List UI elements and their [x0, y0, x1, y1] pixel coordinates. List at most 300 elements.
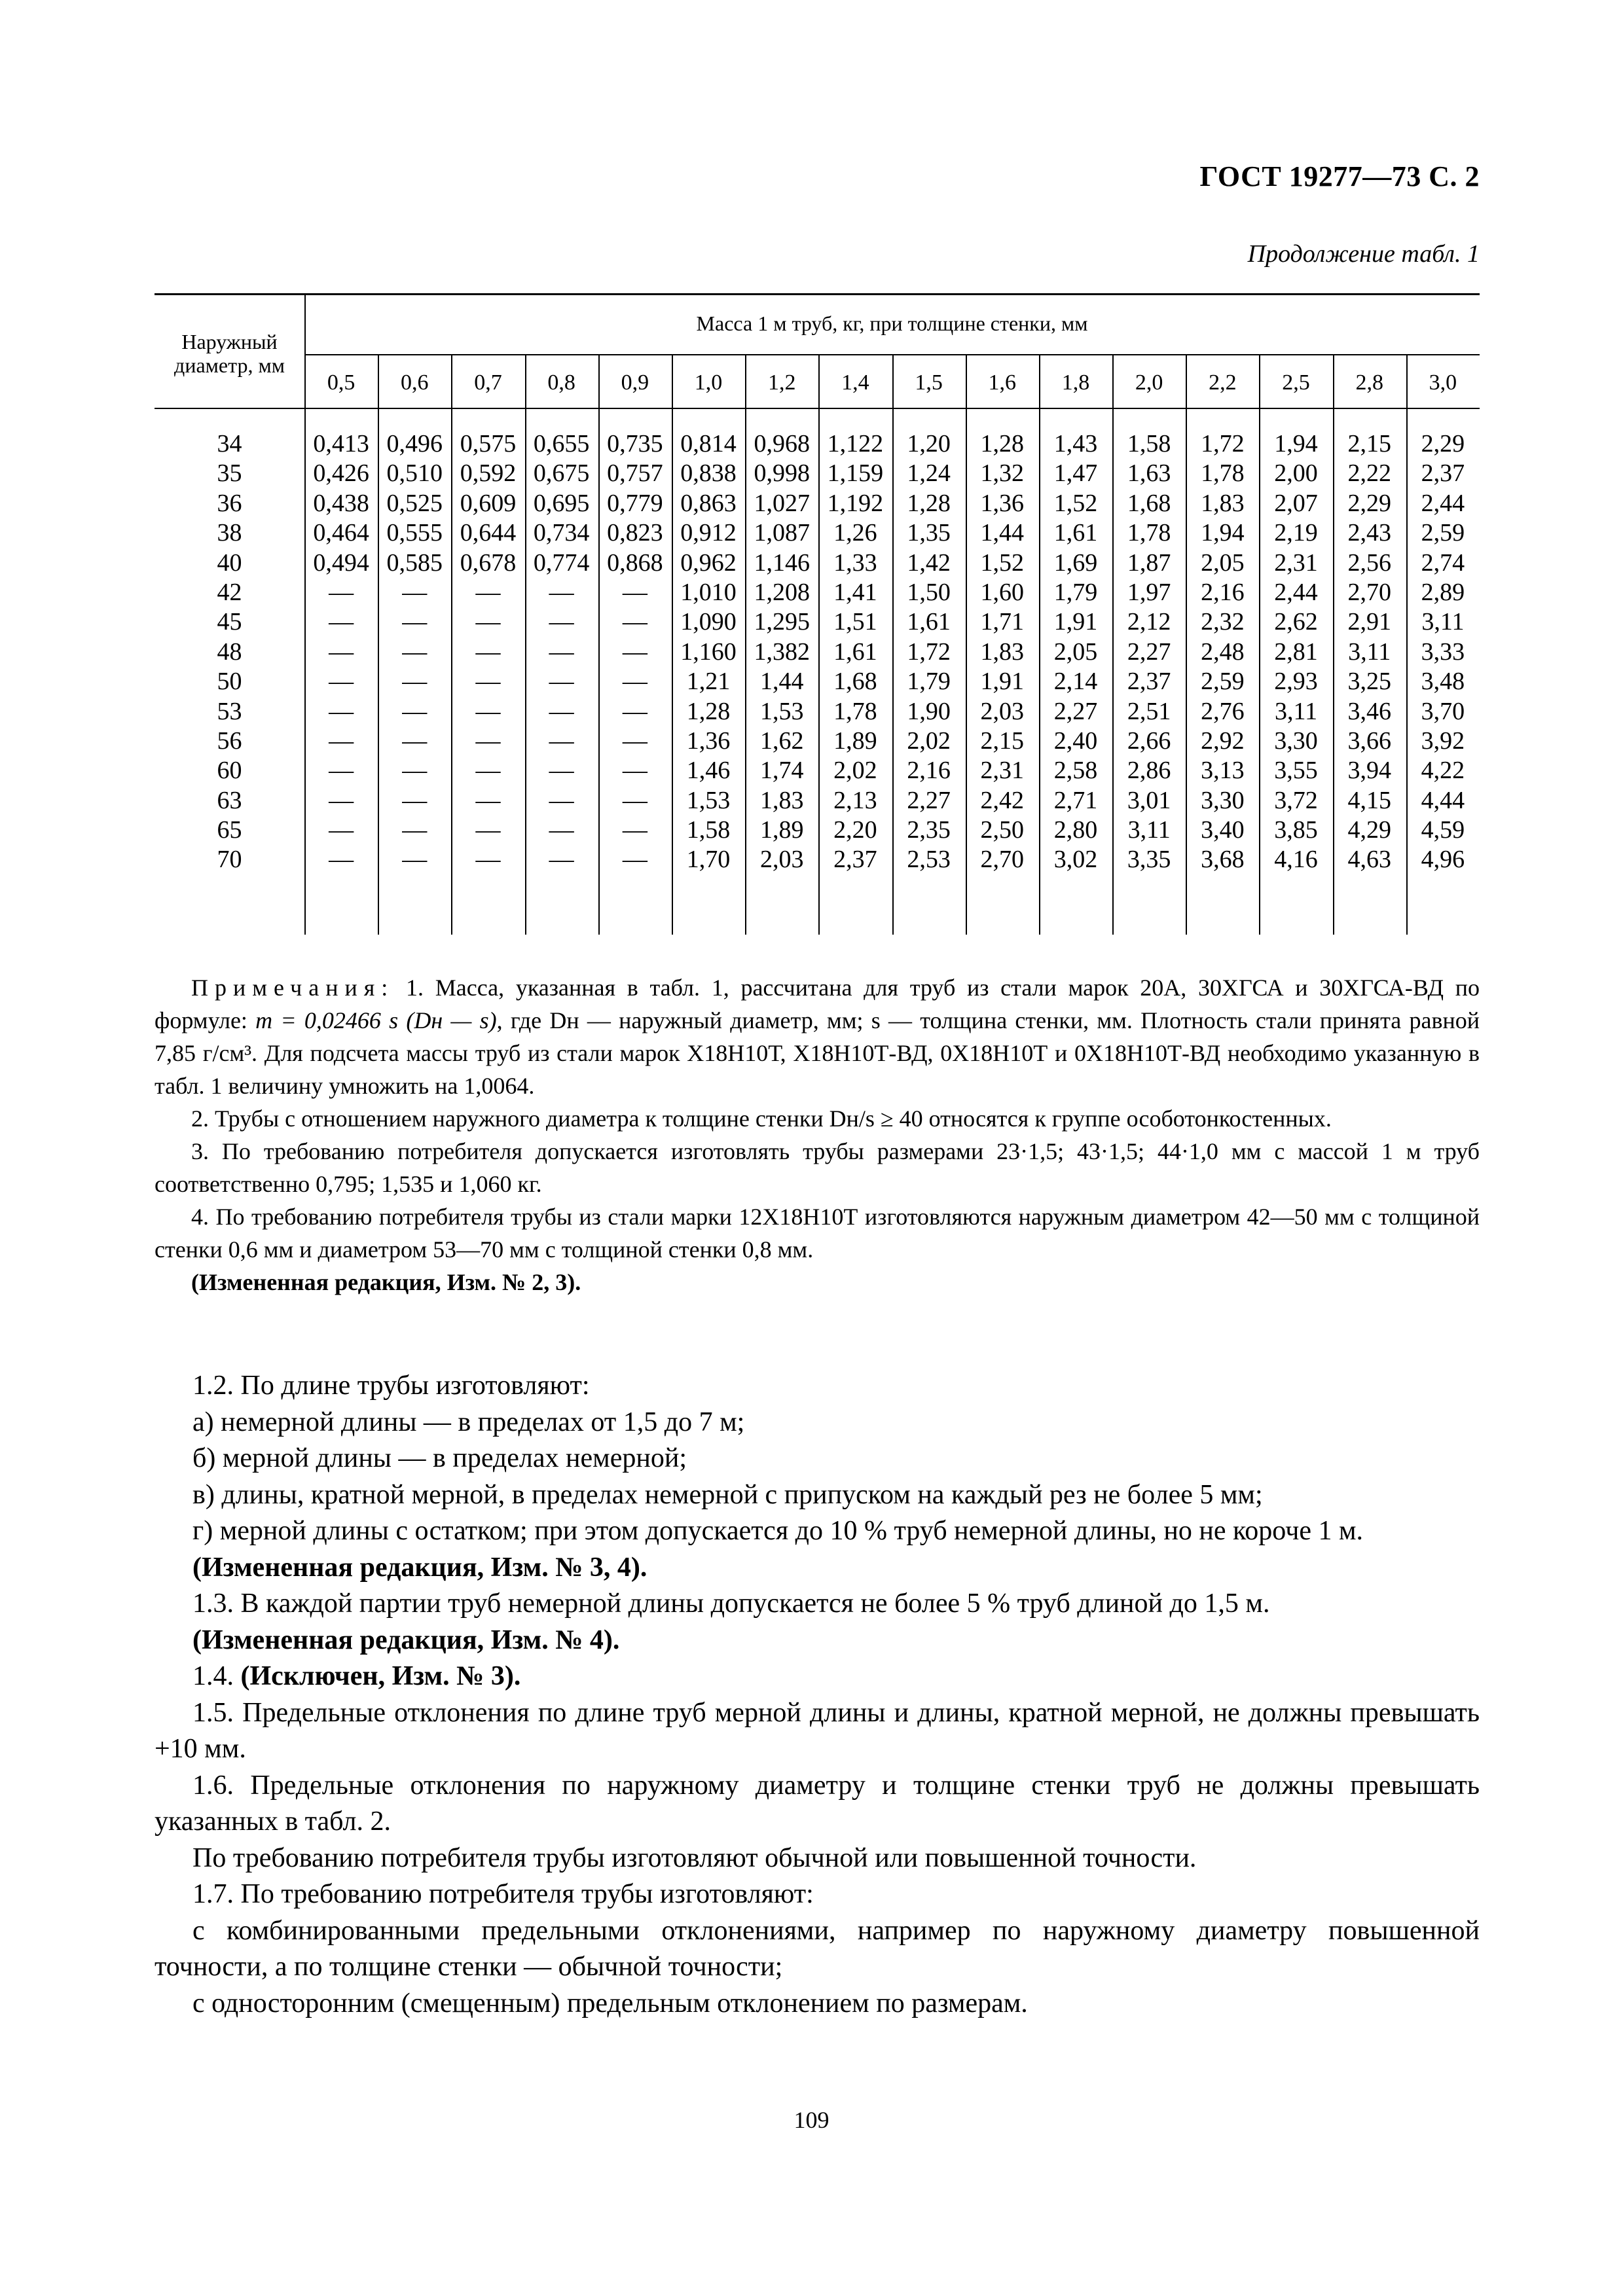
mass-cell: 2,53 [907, 846, 951, 874]
thickness-header: 1,8 [1061, 370, 1090, 395]
mass-cell: 1,78 [833, 697, 877, 725]
mass-cell: 2,40 [1053, 726, 1098, 755]
mass-cell: 0,695 [533, 489, 590, 517]
mass-cell: 2,56 [1347, 548, 1391, 577]
mass-column [1039, 429, 1112, 875]
mass-cell: 1,122 [827, 430, 884, 457]
mass-cell: 0,678 [460, 548, 517, 577]
table-caption: Продолжение табл. 1 [1247, 240, 1480, 268]
mass-column [672, 429, 745, 875]
note-2: 2. Трубы с отношением наружного диаметра к толщине стенки Dн/s ≥ 40 относятся к группе особотонкостенных. [191, 1105, 1332, 1132]
mass-cell: 0,426 [313, 459, 369, 488]
mass-cell: — [549, 578, 574, 606]
diameter-cell: 70 [217, 846, 242, 874]
thickness-header: 0,6 [401, 370, 429, 395]
mass-cell: 2,29 [1421, 430, 1465, 457]
mass-cell: 4,16 [1274, 846, 1318, 874]
mass-cell: 1,36 [980, 489, 1025, 517]
diameter-header-line1: Наружный [181, 330, 278, 353]
mass-cell: 3,40 [1201, 816, 1245, 844]
mass-cell: 1,91 [1053, 608, 1098, 636]
mass-cell: — [329, 786, 354, 814]
diameter-cell: 65 [217, 816, 242, 844]
mass-cell: 0,757 [607, 459, 663, 488]
mass-cell: 2,16 [1201, 578, 1245, 606]
mass-cell: 1,192 [827, 489, 884, 517]
mass-cell: 1,208 [754, 578, 810, 606]
mass-cell: 2,31 [980, 757, 1025, 785]
diameter-cell: 56 [217, 726, 242, 755]
mass-cell: 0,585 [386, 548, 443, 577]
mass-cell: 1,89 [759, 816, 804, 844]
mass-cell: 0,962 [680, 548, 737, 577]
note-1 [155, 971, 1480, 1102]
mass-cell: — [622, 668, 647, 696]
mass-cell: — [622, 637, 647, 666]
mass-cell: 3,02 [1053, 846, 1098, 874]
clause-1-2-a: а) немерной длины — в пределах от 1,5 до 7 м; [192, 1407, 745, 1437]
mass-cell: 0,609 [460, 489, 517, 517]
diameter-cell: 63 [217, 786, 242, 814]
mass-cell: 2,15 [1347, 430, 1391, 457]
mass-cell: — [329, 697, 354, 725]
mass-cell: — [475, 668, 501, 696]
thickness-header: 1,4 [841, 370, 869, 395]
mass-cell: 2,00 [1274, 459, 1318, 488]
mass-cell: 1,58 [686, 816, 731, 844]
mass-cell: 2,14 [1053, 668, 1098, 696]
mass-column [598, 429, 672, 875]
mass-cell: 1,70 [686, 846, 731, 874]
mass-cell: 2,37 [833, 846, 877, 874]
mass-cell: — [402, 697, 428, 725]
diameter-cell: 34 [217, 430, 242, 457]
mass-cell: 1,295 [754, 608, 810, 636]
thickness-header: 2,0 [1135, 370, 1163, 395]
mass-cell: 0,734 [533, 519, 590, 547]
mass-cell: 1,68 [1127, 489, 1171, 517]
mass-cell: 1,79 [907, 668, 951, 696]
mass-cell: — [475, 637, 501, 666]
mass-cell: 2,66 [1127, 726, 1171, 755]
mass-cell: 2,70 [980, 846, 1025, 874]
mass-cell: 1,027 [754, 489, 810, 517]
diameter-cell: 60 [217, 757, 242, 785]
mass-cell: 1,47 [1053, 459, 1098, 488]
mass-cell: 1,010 [680, 578, 737, 606]
mass-cell: 3,92 [1421, 726, 1465, 755]
mass-cell: 2,43 [1347, 519, 1391, 547]
clause-1-4-text: (Исключен, Изм. № 3). [240, 1661, 521, 1691]
mass-cell: 2,13 [833, 786, 877, 814]
mass-cell: 3,01 [1127, 786, 1171, 814]
mass-cell: 1,20 [907, 430, 951, 457]
mass-cell: — [402, 668, 428, 696]
mass-cell: 1,90 [907, 697, 951, 725]
mass-cell: 0,464 [313, 519, 369, 547]
mass-cell: 2,20 [833, 816, 877, 844]
mass-cell: 1,090 [680, 608, 737, 636]
mass-cell: 2,29 [1347, 489, 1391, 517]
mass-cell: — [622, 786, 647, 814]
notes-revision [155, 1266, 1480, 1299]
mass-cell: 1,83 [759, 786, 804, 814]
mass-cell: — [549, 846, 574, 874]
clause-1-3: 1.3. В каждой партии труб немерной длины допускается не более 5 % труб длиной до 1,5 м. [192, 1588, 1270, 1619]
mass-cell: 1,61 [1053, 519, 1098, 547]
mass-cell: 0,735 [607, 430, 663, 457]
mass-cell: 3,85 [1274, 816, 1318, 844]
mass-cell: 2,27 [1127, 637, 1171, 666]
mass-cell: 2,89 [1421, 578, 1465, 606]
thickness-header: 2,8 [1355, 370, 1383, 395]
diameter-cell: 45 [217, 608, 242, 636]
mass-cell: — [402, 637, 428, 666]
mass-cell: — [622, 608, 647, 636]
mass-cell: 2,22 [1347, 459, 1391, 488]
mass-group-header: Масса 1 м труб, кг, при толщине стенки, мм [696, 312, 1088, 335]
mass-cell: — [549, 726, 574, 755]
mass-cell: 2,50 [980, 816, 1025, 844]
mass-cell: — [622, 726, 647, 755]
diameter-cell: 50 [217, 668, 242, 696]
mass-cell: 1,62 [759, 726, 804, 755]
notes-label: Примечания: [191, 975, 395, 1001]
mass-cell: 1,087 [754, 519, 810, 547]
mass-cell: — [402, 786, 428, 814]
mass-cell: 2,44 [1421, 489, 1465, 517]
mass-cell: — [329, 668, 354, 696]
clause-1-7-combined: с комбинированными предельными отклонениями, например по наружному диаметру повышенной точности, а по толщине стенки — обычной точности; [155, 1915, 1480, 1982]
mass-cell: 4,22 [1421, 757, 1465, 785]
document-header: ГОСТ 19277—73 С. 2 [1199, 160, 1480, 192]
mass-column [451, 429, 524, 875]
mass-cell: 0,494 [313, 548, 369, 577]
mass-cell: 1,50 [907, 578, 951, 606]
mass-cell: — [622, 757, 647, 785]
mass-cell: — [475, 846, 501, 874]
mass-cell: — [329, 757, 354, 785]
mass-column [1406, 429, 1480, 875]
mass-cell: 3,94 [1347, 757, 1391, 785]
mass-cell: — [475, 578, 501, 606]
mass-cell: 4,59 [1421, 816, 1465, 844]
clause-1-6: 1.6. Предельные отклонения по наружному диаметру и толщине стенки труб не должны превышать указанных в табл. 2. [155, 1770, 1480, 1837]
mass-cell: 3,55 [1274, 757, 1318, 785]
revision-note-2 [155, 1623, 1480, 1659]
mass-cell: 2,59 [1421, 519, 1465, 547]
clause-1-7: 1.7. По требованию потребителя трубы изготовляют: [192, 1879, 814, 1909]
mass-cell: 2,02 [833, 757, 877, 785]
mass-cell: 2,03 [980, 697, 1025, 725]
mass-cell: 1,74 [759, 757, 804, 785]
mass-cell: 3,11 [1348, 637, 1391, 666]
mass-cell: 2,05 [1201, 548, 1245, 577]
thickness-header: 0,8 [547, 370, 575, 395]
mass-cell: 1,159 [827, 459, 884, 488]
mass-cell: — [402, 578, 428, 606]
mass-cell: 2,93 [1274, 668, 1318, 696]
mass-cell: 3,30 [1201, 786, 1245, 814]
mass-cell: — [549, 668, 574, 696]
diameter-header-line2: диаметр, мм [174, 353, 285, 377]
table-header-rule [155, 408, 1480, 409]
mass-column [1333, 429, 1406, 875]
mass-cell: — [475, 786, 501, 814]
mass-cell: 2,51 [1127, 697, 1171, 725]
thickness-header: 0,9 [621, 370, 649, 395]
mass-cell: — [402, 608, 428, 636]
mass-column [304, 429, 378, 875]
mass-cell: 1,61 [833, 637, 877, 666]
mass-cell: — [329, 608, 354, 636]
mass-cell: 2,02 [907, 726, 951, 755]
mass-cell: 0,823 [607, 519, 663, 547]
thickness-header: 2,5 [1282, 370, 1310, 395]
mass-cell: 0,496 [386, 430, 443, 457]
mass-cell: 2,44 [1274, 578, 1318, 606]
mass-cell: 3,33 [1421, 637, 1465, 666]
clause-1-6-accuracy: По требованию потребителя трубы изготовляют обычной или повышенной точности. [192, 1842, 1197, 1873]
revision-note-2-text: (Измененная редакция, Изм. № 4). [192, 1624, 620, 1655]
mass-cell: — [475, 816, 501, 844]
mass-cell: 3,25 [1347, 668, 1391, 696]
mass-cell: 1,53 [686, 786, 731, 814]
mass-cell: 3,30 [1274, 726, 1318, 755]
mass-cell: — [475, 608, 501, 636]
thickness-header: 1,2 [767, 370, 796, 395]
mass-cell: 3,70 [1421, 697, 1465, 725]
mass-column [745, 429, 818, 875]
mass-cell: 3,66 [1347, 726, 1391, 755]
clause-1-2-c: в) длины, кратной мерной, в пределах немерной с припуском на каждый рез не более 5 мм; [192, 1479, 1263, 1510]
thickness-header: 1,5 [915, 370, 943, 395]
mass-cell: 1,78 [1201, 459, 1245, 488]
mass-cell: 1,36 [686, 726, 731, 755]
mass-cell: — [402, 726, 428, 755]
note-4: 4. По требованию потребителя трубы из стали марки 12Х18Н10Т изготовляются наружным диаметром 42—50 мм с толщиной стенки 0,6 мм и диаметром 53—70 мм с толщиной стенки 0,8 мм. [155, 1204, 1480, 1263]
mass-cell: — [329, 816, 354, 844]
mass-cell: — [622, 816, 647, 844]
mass-cell: 1,91 [980, 668, 1025, 696]
notes-section [155, 971, 1480, 1299]
clause-1-2-d: г) мерной длины с остатком; при этом допускается до 10 % труб немерной длины, но не короче 1 м. [192, 1516, 1364, 1546]
mass-table [155, 293, 1480, 935]
mass-cell: 2,86 [1127, 757, 1171, 785]
mass-cell: 0,644 [460, 519, 517, 547]
mass-cell: 2,76 [1201, 697, 1245, 725]
mass-cell: — [549, 637, 574, 666]
mass-cell: 2,71 [1053, 786, 1098, 814]
mass-cell: 2,31 [1274, 548, 1318, 577]
mass-cell: 1,83 [1201, 489, 1245, 517]
mass-cell: 2,32 [1201, 608, 1245, 636]
mass-cell: 0,413 [313, 430, 369, 457]
mass-cell: 3,46 [1347, 697, 1391, 725]
diameter-cell: 53 [217, 697, 242, 725]
mass-cell: 4,96 [1421, 846, 1465, 874]
mass-cell: 2,27 [1053, 697, 1098, 725]
mass-cell: 2,58 [1053, 757, 1098, 785]
mass-cell: 2,62 [1274, 608, 1318, 636]
diameter-cell: 36 [217, 489, 242, 517]
mass-cell: 0,863 [680, 489, 737, 517]
mass-cell: — [475, 726, 501, 755]
mass-cell: 1,41 [833, 578, 877, 606]
mass-cell: — [549, 697, 574, 725]
mass-cell: — [402, 757, 428, 785]
mass-cell: 1,89 [833, 726, 877, 755]
clause-1-5: 1.5. Предельные отклонения по длине труб мерной длины и длины, кратной мерной, не должны превышать +10 мм. [155, 1697, 1480, 1764]
mass-cell: 1,78 [1127, 519, 1171, 547]
mass-cell: 2,74 [1421, 548, 1465, 577]
mass-cell: 1,24 [907, 459, 951, 488]
mass-cell: 1,33 [833, 548, 877, 577]
mass-cell: 1,61 [907, 608, 951, 636]
thickness-header: 3,0 [1429, 370, 1457, 395]
mass-cell: 2,37 [1127, 668, 1171, 696]
mass-cell: — [622, 697, 647, 725]
mass-cell: 0,525 [386, 489, 443, 517]
mass-cell: 1,69 [1053, 548, 1098, 577]
note-1-text-2: , где Dн — наружный диаметр, мм; s — толщина стенки, мм. Плотность стали принята равной 7,85 г/см³. Для подсчета массы труб из стали марок Х18Н10Т, Х18Н10Т-ВД, 0Х18Н10Т и 0Х18Н10Т-ВД необходимо указанную в табл. 1 величину умножить на 1,0064. [155, 1007, 1480, 1099]
page-number: 109 [793, 2107, 830, 2133]
mass-cell: 0,998 [754, 459, 810, 488]
mass-cell: 1,35 [907, 519, 951, 547]
mass-cell: 0,555 [386, 519, 443, 547]
mass-cell: 0,774 [533, 548, 590, 577]
mass-cell: — [622, 578, 647, 606]
mass-cell: 3,13 [1201, 757, 1245, 785]
mass-cell: 1,44 [980, 519, 1025, 547]
mass-cell: 1,21 [686, 668, 731, 696]
mass-cell: 1,32 [980, 459, 1025, 488]
clause-1-2-b: б) мерной длины — в пределах немерной; [192, 1443, 687, 1473]
mass-cell: 2,16 [907, 757, 951, 785]
diameter-cell: 35 [217, 459, 242, 488]
mass-column [525, 429, 598, 875]
table-top-rule [155, 293, 1480, 295]
mass-cell: — [329, 726, 354, 755]
mass-cell: 1,63 [1127, 459, 1171, 488]
mass-cell: 2,70 [1347, 578, 1391, 606]
mass-column [378, 429, 451, 875]
clause-1-7-one-sided: с односторонним (смещенным) предельным отклонением по размерам. [192, 1988, 1028, 2018]
mass-cell: 1,53 [759, 697, 804, 725]
notes-revision-text: (Измененная редакция, Изм. № 2, 3). [191, 1269, 581, 1295]
mass-cell: 2,35 [907, 816, 951, 844]
mass-cell: 1,68 [833, 668, 877, 696]
revision-note-1 [155, 1550, 1480, 1587]
mass-cell: 1,94 [1274, 430, 1318, 457]
mass-cell: 2,07 [1274, 489, 1318, 517]
mass-cell: 2,80 [1053, 816, 1098, 844]
mass-cell: 1,52 [1053, 489, 1098, 517]
note-3: 3. По требованию потребителя допускается изготовлять трубы размерами 23·1,5; 43·1,5; 44·1,0 мм с массой 1 м труб соответственно 0,795; 1,535 и 1,060 кг. [155, 1138, 1480, 1197]
thickness-header: 2,2 [1209, 370, 1237, 395]
mass-cell: 2,27 [907, 786, 951, 814]
mass-cell: 3,11 [1127, 816, 1171, 844]
diameter-cell: 38 [217, 519, 242, 547]
thickness-header: 1,6 [988, 370, 1017, 395]
thickness-header: 0,7 [474, 370, 502, 395]
mass-cell: 1,382 [754, 637, 810, 666]
mass-cell: 2,92 [1201, 726, 1245, 755]
mass-cell: 1,71 [980, 608, 1025, 636]
mass-cell: 2,03 [759, 846, 804, 874]
mass-cell: 1,94 [1201, 519, 1245, 547]
mass-cell: — [329, 578, 354, 606]
diameter-cell: 48 [217, 637, 242, 666]
mass-cell: 4,15 [1347, 786, 1391, 814]
mass-cell: 1,87 [1127, 548, 1171, 577]
mass-cell: — [549, 608, 574, 636]
clause-1-4-number: 1.4. [192, 1661, 241, 1691]
thickness-header: 0,5 [327, 370, 356, 395]
mass-column [1186, 429, 1259, 875]
mass-cell: 1,43 [1053, 430, 1098, 457]
mass-cell: — [475, 757, 501, 785]
mass-cell: 0,779 [607, 489, 663, 517]
mass-column [966, 429, 1039, 875]
mass-cell: 0,592 [460, 459, 517, 488]
mass-cell: — [622, 846, 647, 874]
mass-cell: 3,11 [1421, 608, 1465, 636]
mass-cell: 0,575 [460, 430, 517, 457]
mass-cell: 0,675 [533, 459, 590, 488]
mass-cell: 1,160 [680, 637, 737, 666]
mass-cell: 0,655 [533, 430, 590, 457]
mass-cell: 1,28 [980, 430, 1025, 457]
mass-cell: 2,59 [1201, 668, 1245, 696]
clause-1-4 [155, 1659, 1480, 1695]
body-text [155, 1368, 1480, 2022]
revision-note-1-text: (Измененная редакция, Изм. № 3, 4). [192, 1552, 647, 1583]
mass-cell: 2,19 [1274, 519, 1318, 547]
mass-cell: 1,52 [980, 548, 1025, 577]
clause-1-2: 1.2. По длине трубы изготовляют: [192, 1371, 590, 1401]
note-1-formula: m = 0,02466 s (Dн — s) [255, 1007, 497, 1033]
mass-cell: 0,912 [680, 519, 737, 547]
mass-cell: — [549, 757, 574, 785]
mass-cell: 3,48 [1421, 668, 1465, 696]
mass-cell: 4,29 [1347, 816, 1391, 844]
mass-cell: 3,68 [1201, 846, 1245, 874]
mass-column [818, 429, 892, 875]
mass-cell: 3,11 [1274, 697, 1318, 725]
thickness-header: 1,0 [694, 370, 723, 395]
mass-cell: — [329, 846, 354, 874]
mass-column [1112, 429, 1186, 875]
mass-column [1259, 429, 1332, 875]
mass-cell: 0,438 [313, 489, 369, 517]
mass-cell: 0,814 [680, 430, 737, 457]
mass-cell: 0,968 [754, 430, 810, 457]
mass-cell: 3,72 [1274, 786, 1318, 814]
mass-cell: — [329, 637, 354, 666]
mass-cell: 0,868 [607, 548, 663, 577]
mass-cell: 4,63 [1347, 846, 1391, 874]
diameter-cell: 40 [217, 548, 242, 577]
mass-cell: 1,146 [754, 548, 810, 577]
mass-cell: 1,97 [1127, 578, 1171, 606]
diameter-column [155, 429, 304, 875]
mass-cell: 1,83 [980, 637, 1025, 666]
mass-cell: 1,26 [833, 519, 877, 547]
mass-cell: 1,28 [907, 489, 951, 517]
mass-cell: 0,510 [386, 459, 443, 488]
mass-cell: 1,58 [1127, 430, 1171, 457]
